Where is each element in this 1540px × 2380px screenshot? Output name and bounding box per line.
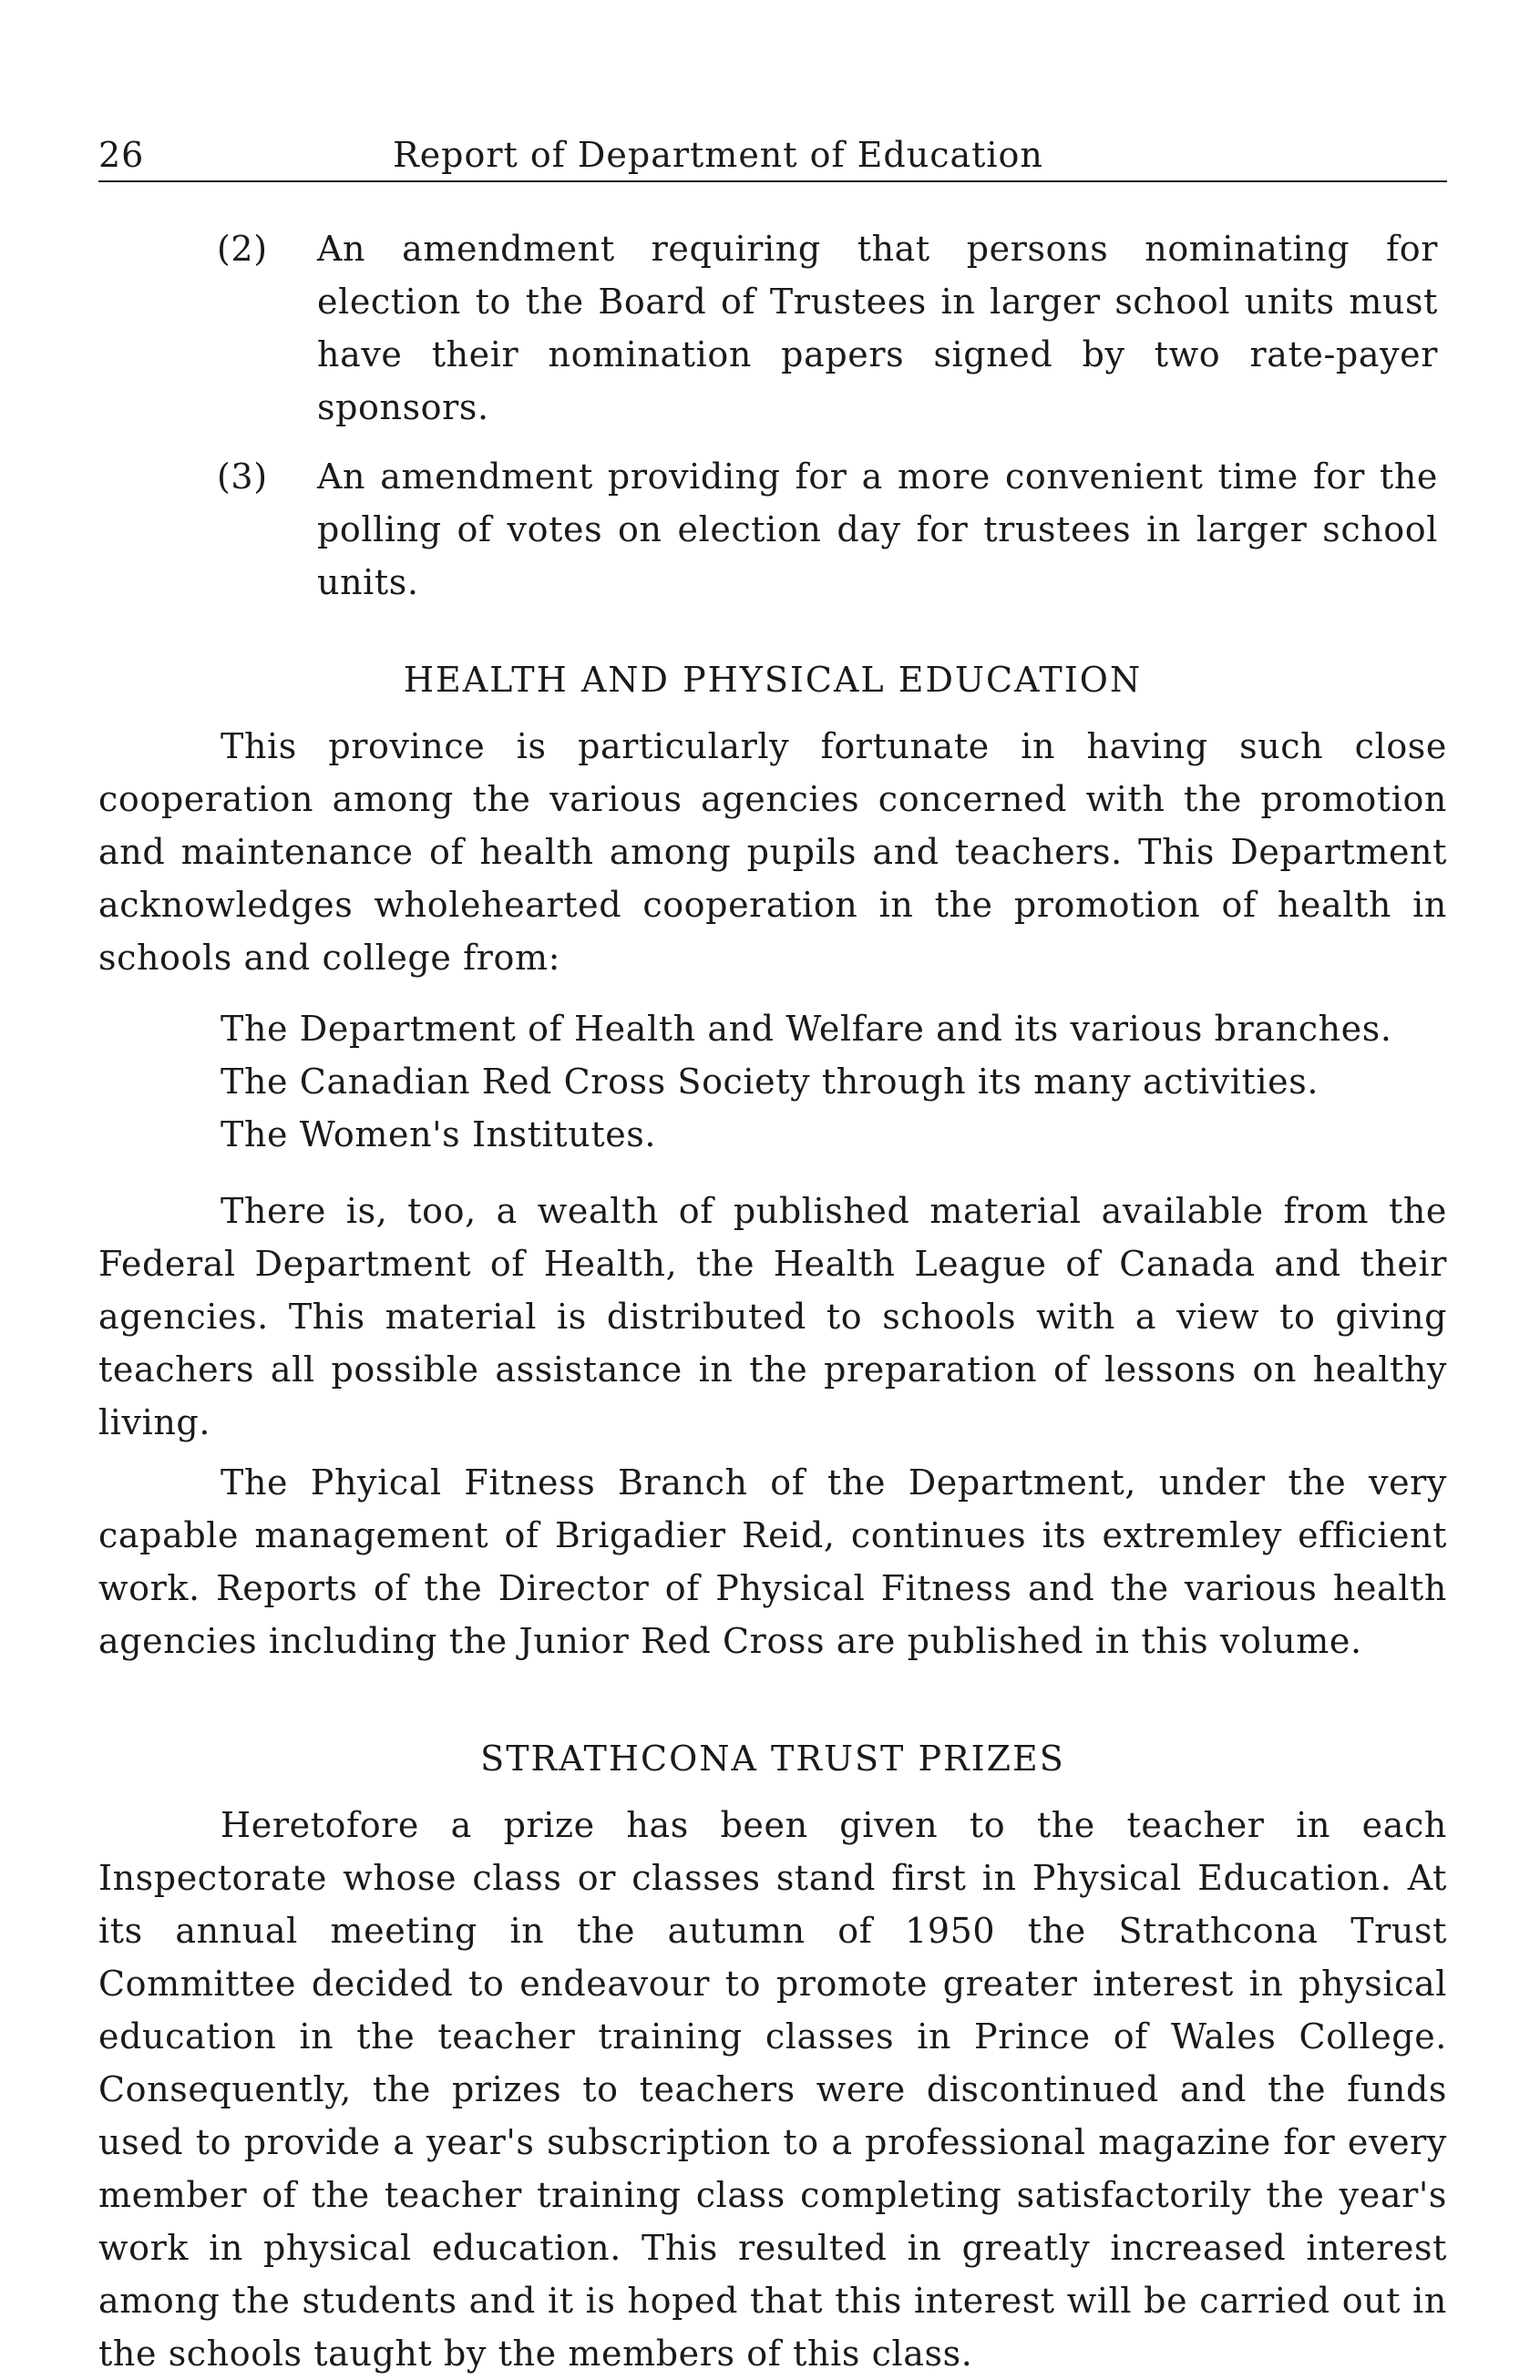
list-item-number: (2) — [217, 229, 268, 269]
section-heading-strathcona: STRATHCONA TRUST PRIZES — [480, 1739, 1065, 1779]
running-header — [98, 135, 1447, 182]
list-item-text: An amendment providing for a more convenient time for the polling of votes on election day for trustees in larger school units. — [317, 457, 1438, 602]
fitness-branch-paragraph: The Phyical Fitness Branch of the Department, under the very capable management of Brigadier Reid, continues its extremley efficient work. Reports of the Director of Physical Fitness and the various health agencies including the Junior Red Cross are published in this volume. — [98, 1462, 1447, 1661]
list-item — [98, 222, 1447, 434]
running-header-title: Report of Department of Education — [393, 135, 1043, 175]
document-page — [98, 135, 1447, 2380]
amendment-list — [98, 222, 1447, 609]
health-materials-paragraph: There is, too, a wealth of published material available from the Federal Department of Health, the Health League of Canada and their agencies. This material is distributed to schools with a view to giving teachers all possible assistance in the preparation of lessons on healthy living. — [98, 1191, 1447, 1442]
list-item — [98, 450, 1447, 609]
strathcona-paragraph: Heretofore a prize has been given to the teacher in each Inspectorate whose class or classes stand first in Physical Education. At its annual meeting in the autumn of 1950 the Strathcona Trust Committee decided to endeavour to promote greater interest in physical education in the teacher training classes in Prince of Wales College. Consequently, the prizes to teachers were discontinued and the funds used to provide a year's subscription to a professional magazine for every member of the teacher training class completing satisfactorily the year's work in physical education. This resulted in greatly increased interest among the students and it is hoped that this interest will be carried out in the schools taught by the members of this class. — [98, 1805, 1447, 2374]
list-item-number: (3) — [217, 457, 268, 497]
page-number: 26 — [98, 135, 145, 175]
agency-item: The Women's Institutes. — [221, 1114, 657, 1154]
agency-item: The Department of Health and Welfare and its various branches. — [221, 1009, 1392, 1049]
agency-item: The Canadian Red Cross Society through its many activities. — [221, 1062, 1319, 1102]
agency-list — [221, 1002, 1447, 1161]
health-intro-paragraph: This province is particularly fortunate in having such close cooperation among the various agencies concerned with the promotion and maintenance of health among pupils and teachers. This Department acknowledges wholehearted cooperation in the promotion of health in schools and college from: — [98, 726, 1447, 978]
section-heading-health: HEALTH AND PHYSICAL EDUCATION — [403, 660, 1143, 700]
list-item-text: An amendment requiring that persons nominating for election to the Board of Trustees in larger school units must have their nomination papers signed by two rate-payer sponsors. — [317, 229, 1438, 427]
